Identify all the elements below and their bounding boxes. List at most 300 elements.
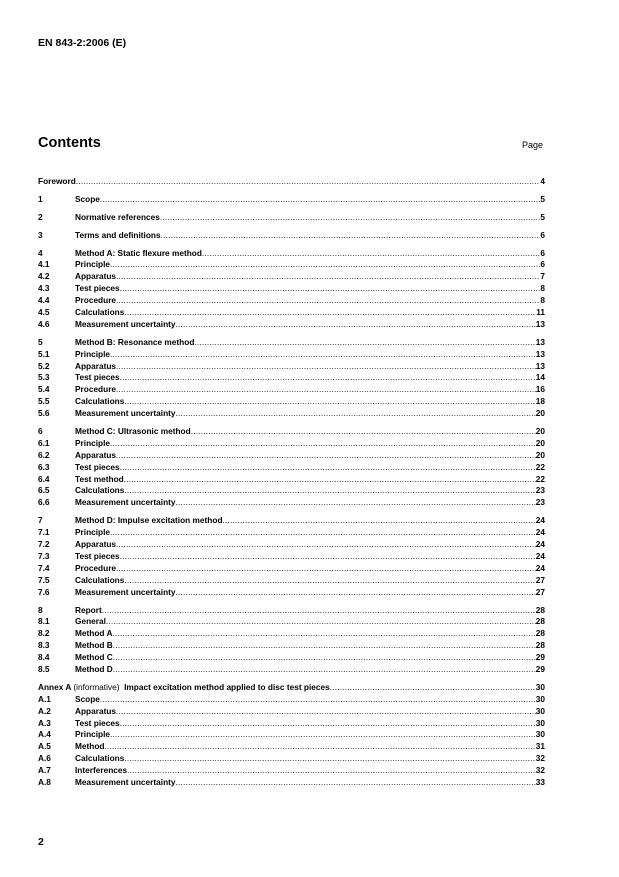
toc-entry-line — [75, 396, 545, 408]
toc-dot-leader — [112, 628, 535, 640]
toc-entry-title-text: Method B: Resonance method — [75, 336, 195, 347]
toc-entry-title — [75, 777, 176, 789]
toc-entry-title — [75, 628, 112, 640]
toc-entry-title-text: Apparatus — [75, 271, 117, 282]
toc-entry-title — [75, 259, 110, 271]
toc-dot-leader — [110, 527, 536, 539]
toc-entry-title-text: Test method — [75, 473, 124, 484]
toc-entry-number: 4.2 — [38, 271, 50, 282]
toc-entry-title-text: Procedure — [75, 295, 117, 306]
toc-entry-title-text: Measurement uncertainty — [75, 586, 176, 597]
toc-entry-line — [75, 497, 545, 509]
toc-entry-line — [75, 575, 545, 587]
toc-entry-title-text: Apparatus — [75, 705, 117, 716]
toc-entry[interactable] — [38, 587, 545, 599]
toc-entry-line — [75, 485, 545, 497]
toc-entry[interactable] — [38, 706, 545, 718]
toc-dot-leader — [124, 474, 536, 486]
toc-entry-title-text: Method C: Ultrasonic method — [75, 426, 191, 437]
toc-entry-title-text: Calculations — [75, 307, 125, 318]
toc-entry-page: 30 — [535, 729, 545, 740]
toc-entry-title-text: Procedure — [75, 562, 117, 573]
toc-entry-number: 7.1 — [38, 527, 50, 538]
toc-dot-leader — [110, 259, 540, 271]
toc-entry-line — [75, 729, 545, 741]
toc-entry[interactable] — [38, 176, 545, 188]
toc-entry-page: 27 — [535, 574, 545, 585]
toc-entry-page: 13 — [535, 336, 545, 347]
toc-entry-number: 2 — [38, 211, 43, 222]
toc-entry-number: 7 — [38, 515, 43, 526]
toc-entry-page: 22 — [535, 473, 545, 484]
toc-entry-title-text: Method — [75, 741, 105, 752]
toc-entry-title — [75, 372, 120, 384]
toc-entry-page: 6 — [540, 229, 545, 240]
toc-entry-number: A.5 — [38, 741, 51, 752]
toc-entry-title-text: Foreword — [38, 176, 76, 186]
toc-entry-title — [75, 605, 102, 617]
toc-entry-number: 5.1 — [38, 348, 50, 359]
toc-dot-leader — [124, 396, 535, 408]
toc-entry-page: 23 — [535, 497, 545, 508]
toc-entry-title — [75, 765, 127, 777]
toc-dot-leader — [127, 765, 536, 777]
toc-entry-number: A.3 — [38, 717, 51, 728]
toc-entry-number: 4.3 — [38, 283, 50, 294]
toc-entry-title-text: Principle — [75, 259, 111, 270]
toc-entry-title-text: Test pieces — [75, 550, 120, 561]
toc-dot-leader — [176, 587, 536, 599]
toc-dot-leader — [330, 682, 536, 694]
toc-dot-leader — [113, 652, 536, 664]
toc-dot-leader — [191, 426, 536, 438]
toc-entry-page: 31 — [535, 741, 545, 752]
toc-entry-page: 30 — [535, 705, 545, 716]
toc-entry-line — [75, 361, 545, 373]
toc-entry-title — [75, 741, 105, 753]
toc-dot-leader — [120, 372, 536, 384]
toc-entry[interactable] — [38, 271, 545, 283]
toc-entry[interactable] — [38, 628, 545, 640]
toc-entry-line — [75, 212, 545, 224]
toc-entry-number: 7.5 — [38, 574, 50, 585]
toc-entry-title — [75, 497, 176, 509]
toc-entry-number: 6.1 — [38, 437, 50, 448]
toc-entry-title-text: Test pieces — [75, 717, 120, 728]
toc-dot-leader — [116, 706, 536, 718]
toc-entry-line — [75, 652, 545, 664]
toc-entry-title — [75, 563, 116, 575]
toc-entry-title — [75, 230, 161, 242]
toc-entry[interactable] — [38, 408, 545, 420]
toc-entry-title-text: Scope — [75, 693, 100, 704]
toc-entry-title — [75, 248, 202, 260]
toc-entry-title — [75, 718, 120, 730]
toc-entry-title-text: Procedure — [75, 384, 117, 395]
toc-entry[interactable] — [38, 640, 545, 652]
toc-entry[interactable] — [38, 384, 545, 396]
toc-dot-leader — [110, 729, 536, 741]
toc-entry[interactable] — [38, 718, 545, 730]
toc-entry-number: 5.2 — [38, 360, 50, 371]
toc-entry-title — [75, 212, 160, 224]
toc-entry[interactable] — [38, 539, 545, 551]
toc-entry-line — [75, 474, 545, 486]
toc-entry-title — [75, 706, 116, 718]
toc-dot-leader — [102, 605, 536, 617]
toc-dot-leader — [100, 694, 536, 706]
toc-entry-title — [75, 527, 110, 539]
toc-entry-line — [75, 753, 545, 765]
toc-entry-number: 3 — [38, 229, 43, 240]
toc-entry-line — [75, 515, 545, 527]
toc-entry[interactable] — [38, 694, 545, 706]
toc-entry[interactable] — [38, 259, 545, 271]
toc-dot-leader — [202, 248, 540, 260]
document-header: EN 843-2:2006 (E) — [38, 37, 127, 49]
toc-entry-title — [75, 307, 124, 319]
toc-entry-number: 8.5 — [38, 663, 50, 674]
toc-entry-line — [38, 682, 545, 694]
toc-entry-line — [75, 271, 545, 283]
toc-entry-title-text: Principle — [75, 437, 111, 448]
toc-entry-line — [75, 283, 545, 295]
toc-entry-title — [75, 539, 116, 551]
toc-entry-title — [75, 396, 124, 408]
toc-entry-line — [75, 640, 545, 652]
toc-entry-line — [75, 527, 545, 539]
toc-dot-leader — [161, 230, 541, 242]
toc-entry-title — [75, 384, 116, 396]
toc-entry[interactable] — [38, 652, 545, 664]
toc-entry-number: 6.3 — [38, 461, 50, 472]
toc-entry-line — [75, 372, 545, 384]
toc-dot-leader — [116, 539, 536, 551]
toc-entry-number: A.6 — [38, 753, 51, 764]
toc-entry-title — [75, 729, 110, 741]
toc-entry-title-text: Method C — [75, 652, 113, 663]
toc-entry-line — [38, 176, 545, 188]
toc-entry-page: 5 — [540, 211, 545, 222]
toc-entry-line — [75, 563, 545, 575]
toc-entry-number: 7.2 — [38, 539, 50, 550]
toc-entry-number: 4.6 — [38, 318, 50, 329]
toc-entry-page: 20 — [535, 426, 545, 437]
toc-entry-line — [75, 259, 545, 271]
toc-entry-line — [75, 616, 545, 628]
toc-entry-title-text: Method D: Impulse excitation method — [75, 515, 223, 526]
toc-dot-leader — [194, 337, 535, 349]
toc-entry-subtitle: Impact excitation method applied to disc test pieces — [124, 681, 330, 692]
toc-entry[interactable] — [38, 194, 545, 206]
toc-dot-leader — [100, 194, 540, 206]
toc-entry-line — [75, 319, 545, 331]
toc-dot-leader — [116, 361, 536, 373]
toc-entry-number: 5 — [38, 336, 43, 347]
toc-entry[interactable] — [38, 450, 545, 462]
toc-entry-page: 24 — [535, 527, 545, 538]
toc-entry-page: 29 — [535, 663, 545, 674]
toc-entry-number: A.8 — [38, 776, 51, 787]
toc-entry-title-text: Measurement uncertainty — [75, 318, 176, 329]
toc-entry-title-text: Apparatus — [75, 360, 117, 371]
toc-entry[interactable] — [38, 497, 545, 509]
toc-entry-title-text: Measurement uncertainty — [75, 776, 176, 787]
toc-entry-line — [75, 587, 545, 599]
toc-entry[interactable] — [38, 765, 545, 777]
toc-dot-leader — [176, 777, 536, 789]
toc-entry[interactable] — [38, 283, 545, 295]
toc-entry-line — [75, 194, 545, 206]
toc-entry-number: A.2 — [38, 705, 51, 716]
toc-entry-title-text: Calculations — [75, 574, 125, 585]
toc-entry-title-text: Principle — [75, 729, 111, 740]
toc-entry-title — [75, 694, 100, 706]
toc-entry-line — [75, 551, 545, 563]
toc-entry[interactable] — [38, 307, 545, 319]
toc-entry-line — [75, 426, 545, 438]
toc-entry[interactable] — [38, 616, 545, 628]
toc-entry-line — [75, 337, 545, 349]
toc-entry-page: 11 — [536, 307, 545, 318]
toc-dot-leader — [124, 753, 535, 765]
toc-entry-number: 5.3 — [38, 372, 50, 383]
toc-dot-leader — [124, 575, 535, 587]
toc-entry-title-text: Calculations — [75, 485, 125, 496]
toc-entry-page: 30 — [535, 681, 545, 692]
toc-dot-leader — [116, 271, 540, 283]
toc-entry-title-text: Normative references — [75, 211, 160, 222]
toc-entry-title — [75, 462, 120, 474]
toc-entry-page: 20 — [535, 437, 545, 448]
toc-entry-line — [75, 450, 545, 462]
toc-entry-page: 18 — [535, 396, 545, 407]
toc-entry-page: 27 — [535, 586, 545, 597]
toc-entry-title-text: Test pieces — [75, 461, 120, 472]
toc-entry-page: 28 — [535, 616, 545, 627]
toc-entry-line — [75, 307, 545, 319]
toc-entry-number: 4.5 — [38, 307, 50, 318]
toc-entry-number: 8.4 — [38, 652, 50, 663]
toc-entry-page: 24 — [535, 515, 545, 526]
toc-entry[interactable] — [38, 462, 545, 474]
toc-entry[interactable] — [38, 575, 545, 587]
toc-dot-leader — [120, 283, 541, 295]
toc-dot-leader — [110, 438, 536, 450]
toc-entry-page: 4 — [540, 176, 545, 186]
toc-entry-number: 6.6 — [38, 497, 50, 508]
toc-entry-title-text: Principle — [75, 527, 111, 538]
toc-entry-title-text: Calculations — [75, 753, 125, 764]
toc-entry-number: 5.5 — [38, 396, 50, 407]
toc-entry-page: 13 — [535, 360, 545, 371]
toc-dot-leader — [223, 515, 536, 527]
toc-entry-line — [75, 605, 545, 617]
toc-entry-line — [75, 462, 545, 474]
toc-entry-title-text: Method A: Static flexure method — [75, 247, 202, 258]
toc-dot-leader — [105, 741, 536, 753]
toc-entry-title-text: Method A — [75, 628, 113, 639]
toc-entry-title — [75, 349, 110, 361]
toc-entry-page: 22 — [535, 461, 545, 472]
toc-entry-title — [75, 283, 120, 295]
toc-entry-line — [75, 706, 545, 718]
toc-entry[interactable] — [38, 474, 545, 486]
toc-entry-page: 5 — [540, 193, 545, 204]
toc-dot-leader — [124, 307, 536, 319]
toc-entry[interactable] — [38, 295, 545, 307]
toc-entry-title — [38, 176, 76, 188]
toc-entry-title-text: Terms and definitions — [75, 229, 161, 240]
table-of-contents — [38, 176, 545, 789]
toc-entry-page: 28 — [535, 628, 545, 639]
toc-entry-title — [75, 640, 113, 652]
toc-entry-number: A.7 — [38, 765, 51, 776]
toc-entry[interactable] — [38, 349, 545, 361]
toc-dot-leader — [116, 295, 540, 307]
toc-entry-title — [75, 319, 176, 331]
toc-entry[interactable] — [38, 485, 545, 497]
toc-entry-page: 16 — [535, 384, 545, 395]
toc-entry-page: 29 — [535, 652, 545, 663]
toc-entry-title-text: Calculations — [75, 396, 125, 407]
toc-entry[interactable] — [38, 361, 545, 373]
toc-entry[interactable] — [38, 741, 545, 753]
toc-entry-title — [75, 426, 191, 438]
toc-entry[interactable] — [38, 319, 545, 331]
toc-entry-title-text: Test pieces — [75, 372, 120, 383]
toc-entry[interactable] — [38, 563, 545, 575]
toc-dot-leader — [176, 319, 536, 331]
toc-entry-number: 8 — [38, 604, 43, 615]
toc-entry-page: 24 — [535, 550, 545, 561]
toc-entry-page: 13 — [535, 348, 545, 359]
toc-entry-line — [75, 664, 545, 676]
toc-dot-leader — [110, 349, 536, 361]
toc-entry-line — [75, 718, 545, 730]
toc-entry-title-text: Report — [75, 604, 102, 615]
toc-entry-title — [75, 575, 124, 587]
toc-entry-title — [75, 664, 113, 676]
toc-entry-number: A.1 — [38, 693, 51, 704]
toc-entry-page: 32 — [535, 753, 545, 764]
toc-entry-title-text: Method B — [75, 640, 113, 651]
toc-entry-page: 33 — [535, 776, 545, 787]
toc-entry-page: 23 — [535, 485, 545, 496]
toc-entry-title — [75, 194, 100, 206]
toc-entry-title — [75, 551, 120, 563]
toc-entry-title-text: Interferences — [75, 765, 128, 776]
toc-entry-number: A.4 — [38, 729, 51, 740]
toc-entry-line — [75, 539, 545, 551]
toc-dot-leader — [176, 497, 536, 509]
toc-entry-page: 30 — [535, 693, 545, 704]
toc-entry-page: 8 — [540, 283, 545, 294]
toc-entry[interactable] — [38, 729, 545, 741]
toc-entry-title — [75, 587, 176, 599]
toc-entry-line — [75, 438, 545, 450]
toc-entry[interactable] — [38, 753, 545, 765]
toc-entry-line — [75, 248, 545, 260]
toc-entry-number: 1 — [38, 193, 43, 204]
toc-entry-title-text: Annex A — [38, 681, 72, 692]
toc-entry-page: 6 — [540, 259, 545, 270]
toc-entry-line — [75, 765, 545, 777]
toc-entry[interactable] — [38, 230, 545, 242]
contents-title: Contents — [38, 135, 101, 151]
toc-entry-number: 8.1 — [38, 616, 50, 627]
toc-entry-page: 32 — [535, 765, 545, 776]
toc-entry-line — [75, 230, 545, 242]
toc-entry[interactable] — [38, 426, 545, 438]
toc-entry[interactable] — [38, 551, 545, 563]
toc-entry[interactable] — [38, 605, 545, 617]
toc-entry[interactable] — [38, 515, 545, 527]
toc-entry-title-text: Test pieces — [75, 283, 120, 294]
toc-entry-title — [75, 271, 116, 283]
toc-entry-title-text: Apparatus — [75, 539, 117, 550]
toc-entry[interactable] — [38, 682, 545, 694]
toc-entry-title — [75, 753, 124, 765]
toc-entry-page: 14 — [535, 372, 545, 383]
toc-entry[interactable] — [38, 664, 545, 676]
toc-dot-leader — [124, 485, 535, 497]
toc-entry-page: 24 — [535, 539, 545, 550]
toc-entry-title — [75, 616, 106, 628]
toc-entry[interactable] — [38, 777, 545, 789]
toc-entry[interactable] — [38, 527, 545, 539]
toc-entry-title — [75, 515, 223, 527]
toc-entry-page: 7 — [540, 271, 545, 282]
toc-entry-number: 4 — [38, 247, 43, 258]
toc-entry[interactable] — [38, 396, 545, 408]
toc-dot-leader — [116, 450, 536, 462]
page-column-label: Page — [522, 140, 544, 150]
toc-entry-number: 4.1 — [38, 259, 50, 270]
toc-entry[interactable] — [38, 372, 545, 384]
toc-entry[interactable] — [38, 212, 545, 224]
toc-entry-title — [75, 361, 116, 373]
toc-entry-line — [75, 628, 545, 640]
toc-entry-title — [75, 337, 194, 349]
toc-entry-number: 5.6 — [38, 408, 50, 419]
toc-entry[interactable] — [38, 337, 545, 349]
toc-entry-line — [75, 741, 545, 753]
toc-entry-line — [75, 295, 545, 307]
toc-entry-number: 6 — [38, 426, 43, 437]
toc-entry-title-text: Principle — [75, 348, 111, 359]
toc-entry-title — [75, 408, 176, 420]
toc-entry-line — [75, 777, 545, 789]
toc-entry-page: 20 — [535, 408, 545, 419]
toc-entry-number: 6.5 — [38, 485, 50, 496]
toc-entry-page: 28 — [535, 640, 545, 651]
toc-entry-page: 8 — [540, 295, 545, 306]
toc-dot-leader — [116, 384, 536, 396]
toc-entry-line — [75, 694, 545, 706]
toc-entry-number: 8.2 — [38, 628, 50, 639]
toc-entry-title — [75, 295, 116, 307]
toc-entry-title — [75, 474, 124, 486]
toc-entry-number: 7.3 — [38, 550, 50, 561]
toc-dot-leader — [120, 718, 536, 730]
toc-dot-leader — [120, 462, 536, 474]
toc-entry-title — [75, 450, 116, 462]
toc-entry[interactable] — [38, 248, 545, 260]
toc-entry[interactable] — [38, 438, 545, 450]
toc-entry-page: 30 — [535, 717, 545, 728]
toc-entry-number: 6.2 — [38, 449, 50, 460]
